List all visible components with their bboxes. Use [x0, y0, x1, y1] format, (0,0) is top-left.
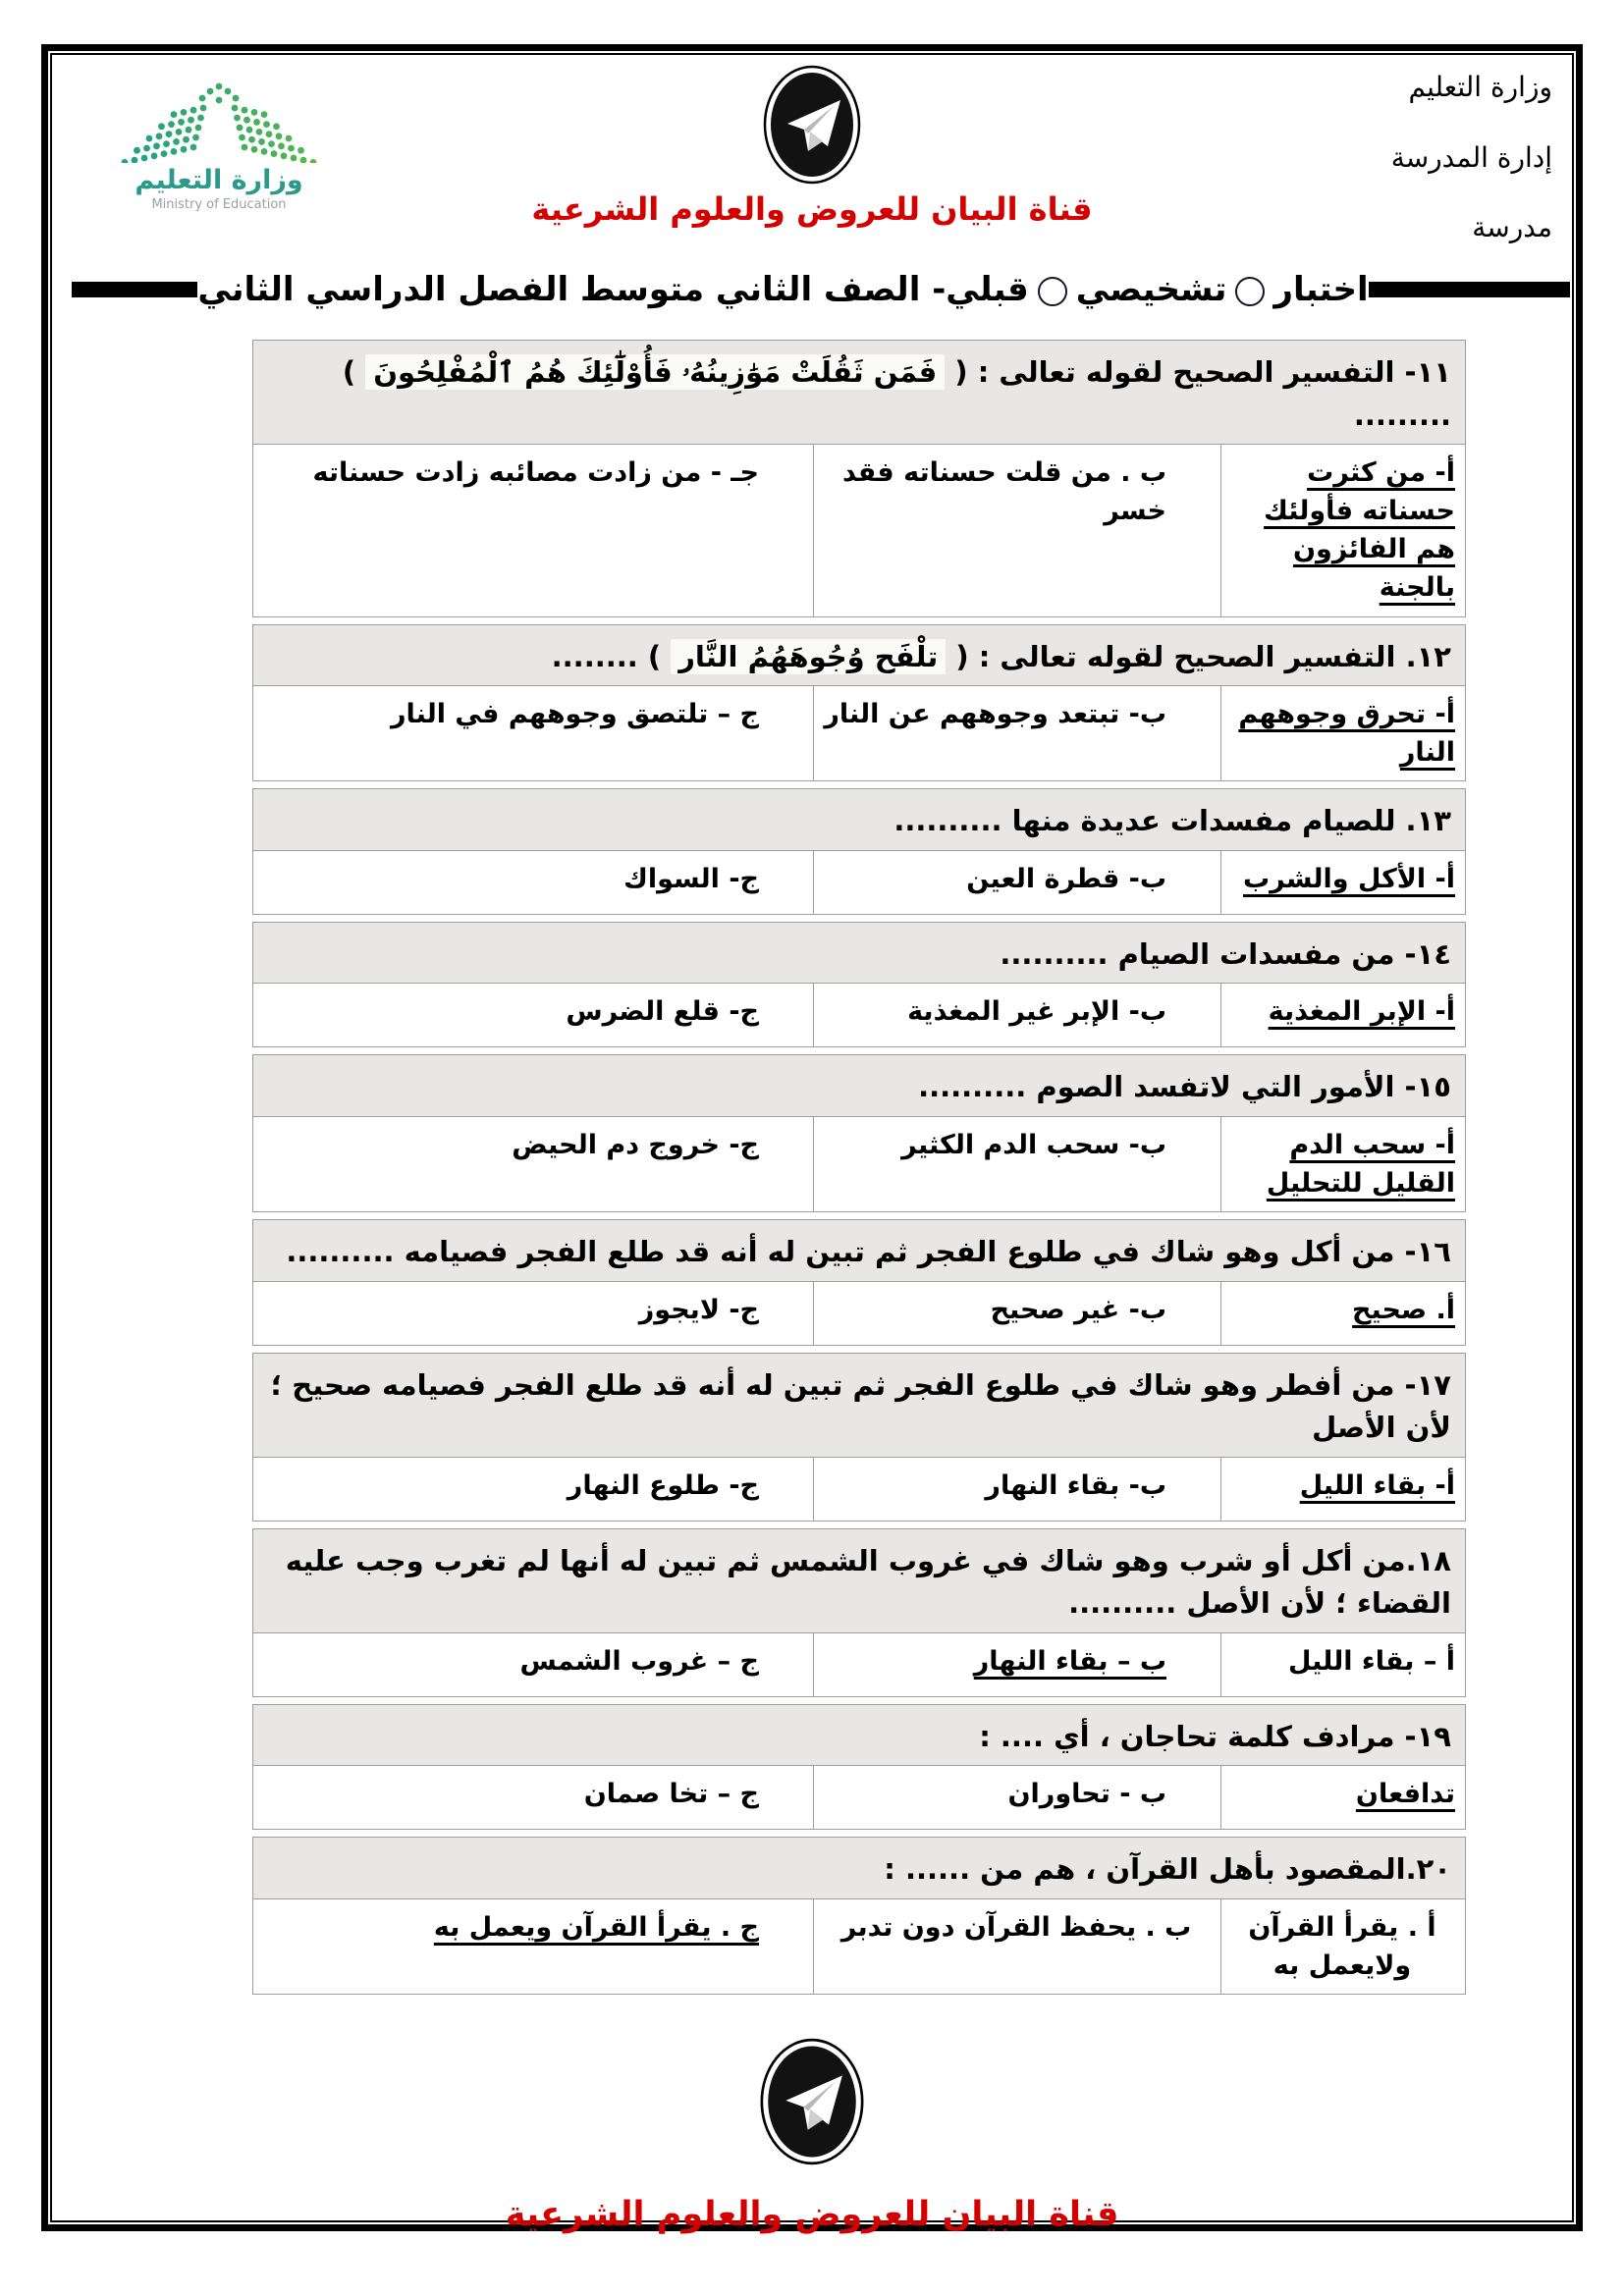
- question-text-row: [252, 624, 1466, 686]
- option-label: ب- سحب الدم الكثير: [901, 1129, 1166, 1160]
- question-text-after: ) .........: [342, 355, 1451, 432]
- option-label: ب – بقاء النهار: [973, 1645, 1166, 1677]
- question-block: [252, 1219, 1466, 1346]
- question-block: [252, 788, 1466, 915]
- question-text: ١٧- من أفطر وهو شاك في طلوع الفجر ثم تبين له أنه قد طلع الفجر فصيامه صحيح ؛ لأن الأصل: [270, 1367, 1451, 1445]
- channel-title-bottom: قناة البيان للعروض والعلوم الشرعية: [505, 2194, 1119, 2234]
- option-label: ج- لايجوز: [638, 1294, 759, 1325]
- option-cell: [252, 1632, 813, 1697]
- telegram-icon: [763, 65, 861, 185]
- moe-logo: [91, 79, 347, 212]
- option-cell: [813, 1898, 1220, 1995]
- option-cell: [252, 685, 813, 781]
- option-cell: [813, 1281, 1220, 1346]
- option-label: أ. صحيح: [1352, 1294, 1455, 1325]
- option-cell: [1220, 1898, 1466, 1995]
- option-cell: [1220, 685, 1466, 781]
- quran-verse: فَمَن ثَقُلَتْ مَوَٰزِينُهُۥ فَأُوْلَٰٓئِكَ هُمُ ٱلْمُفْلِحُونَ: [365, 354, 945, 390]
- option-cell: [252, 983, 813, 1047]
- option-label: ب - تحاوران: [1007, 1779, 1166, 1810]
- option-cell: [1220, 983, 1466, 1047]
- option-label: ب . يحفظ القرآن دون تدبر: [840, 1911, 1192, 1943]
- option-label: ج – تلتصق وجوههم في النار: [390, 699, 759, 730]
- option-label: ب- قطرة العين: [966, 863, 1166, 894]
- question-text: ١١- التفسير الصحيح لقوله تعالى : (: [945, 355, 1451, 389]
- question-block: [252, 922, 1466, 1048]
- option-label: أ – بقاء الليل: [1287, 1645, 1455, 1677]
- options-row: [252, 1898, 1466, 1995]
- question-block: [252, 1704, 1466, 1831]
- option-cell: [1220, 1765, 1466, 1830]
- option-cell: [813, 1116, 1220, 1212]
- question-text: ١٥- الأمور التي لاتفسد الصوم ..........: [918, 1070, 1451, 1104]
- question-text-row: [252, 1219, 1466, 1281]
- question-text: ٢٠.المقصود بأهل القرآن ، هم من ...... :: [884, 1852, 1451, 1887]
- questions-table: [252, 340, 1466, 1995]
- option-label: ب- غير صحيح: [990, 1294, 1166, 1325]
- option-label: أ- سحب الدم القليل للتحليل: [1266, 1129, 1455, 1199]
- question-block: [252, 1837, 1466, 1995]
- page-frame: [41, 44, 1583, 2234]
- option-label: ج – غروب الشمس: [519, 1645, 759, 1677]
- options-row: [252, 1765, 1466, 1830]
- telegram-icon: [759, 2038, 865, 2165]
- option-label: ب- الإبر غير المغذية: [907, 996, 1166, 1028]
- question-text-row: [252, 1704, 1466, 1766]
- question-text: ١٢. التفسير الصحيح لقوله تعالى : (: [946, 639, 1451, 673]
- options-row: [252, 850, 1466, 915]
- question-block: [252, 1528, 1466, 1697]
- options-row: [252, 1632, 1466, 1697]
- option-label: ج – تخا صمان: [583, 1779, 759, 1810]
- question-text-row: [252, 922, 1466, 984]
- option-cell: [252, 1898, 813, 1995]
- option-cell: [813, 1632, 1220, 1697]
- options-row: [252, 1281, 1466, 1346]
- option-cell: [813, 444, 1220, 617]
- option-cell: [813, 1457, 1220, 1522]
- option-label: ب- تبتعد وجوههم عن النار: [824, 699, 1166, 730]
- question-text-row: [252, 1353, 1466, 1457]
- options-row: [252, 444, 1466, 617]
- question-text-row: [252, 340, 1466, 444]
- option-cell: [1220, 1457, 1466, 1522]
- option-cell: [1220, 1632, 1466, 1697]
- header-rule-right: [1369, 282, 1570, 297]
- option-cell: [252, 444, 813, 617]
- header-rule-left: [72, 282, 197, 297]
- option-cell: [252, 850, 813, 915]
- option-label: ب- بقاء النهار: [985, 1469, 1166, 1501]
- option-cell: [813, 850, 1220, 915]
- ministry-header-block: [1391, 71, 1552, 282]
- moe-logo-dots-icon: [101, 79, 337, 163]
- checkbox-circle-icon: [1235, 277, 1265, 306]
- option-cell: [252, 1116, 813, 1212]
- question-text: ١٩- مرادف كلمة تحاجان ، أي .... :: [979, 1719, 1451, 1753]
- question-text: ١٣. للصيام مفسدات عديدة منها ..........: [893, 804, 1451, 838]
- option-cell: [252, 1457, 813, 1522]
- option-cell: [1220, 1116, 1466, 1212]
- exam-type-text: [197, 270, 1369, 310]
- option-cell: [252, 1765, 813, 1830]
- question-block: [252, 1353, 1466, 1522]
- option-label: ج- طلوع النهار: [567, 1469, 759, 1501]
- options-row: [252, 685, 1466, 781]
- option-cell: [813, 1765, 1220, 1830]
- question-block: [252, 340, 1466, 617]
- exam-type-part-3: قبلي- الصف الثاني متوسط الفصل الدراسي الثاني: [197, 269, 1029, 309]
- moe-logo-wordmark: وزارة التعليم: [135, 165, 303, 195]
- exam-type-line: [54, 255, 1570, 324]
- ministry-line-3: مدرسة: [1472, 211, 1552, 244]
- option-label: أ- الإبر المغذية: [1268, 996, 1455, 1028]
- option-label: جـ - من زادت مصائبه زادت حسناته: [312, 457, 759, 488]
- quran-verse: تلْفَح وُجُوهَهُمُ النَّار: [671, 639, 946, 674]
- channel-title-top: قناة البيان للعروض والعلوم الشرعية: [531, 190, 1093, 228]
- option-cell: [813, 983, 1220, 1047]
- options-row: [252, 1116, 1466, 1212]
- footer-block: [54, 2038, 1570, 2234]
- option-label: ج- خروج دم الحيض: [512, 1129, 759, 1160]
- option-label: أ- تحرق وجوههم النار: [1238, 699, 1455, 769]
- question-text: ١٨.من أكل أو شرب وهو شاك في غروب الشمس ثم تبين له أنها لم تغرب وجب عليه القضاء ؛ لأن الأصل ..........: [285, 1543, 1451, 1621]
- exam-type-part-1: اختبار: [1273, 269, 1369, 309]
- option-label: ج- قلع الضرس: [566, 996, 759, 1028]
- checkbox-circle-icon: [1038, 277, 1067, 306]
- option-label: أ- بقاء الليل: [1299, 1469, 1455, 1501]
- option-label: ج . يقرأ القرآن ويعمل به: [433, 1911, 759, 1943]
- option-cell: [252, 1281, 813, 1346]
- option-cell: [1220, 1281, 1466, 1346]
- question-text-row: [252, 1528, 1466, 1632]
- options-row: [252, 983, 1466, 1047]
- question-text-row: [252, 788, 1466, 850]
- moe-logo-subtitle: Ministry of Education: [151, 197, 287, 212]
- ministry-line-2: إدارة المدرسة: [1390, 140, 1552, 174]
- option-label: ج- السواك: [623, 863, 759, 894]
- question-text: ١٤- من مفسدات الصيام ..........: [1000, 936, 1451, 971]
- option-label: أ . يقرأ القرآن ولايعمل به: [1248, 1911, 1436, 1981]
- option-label: تدافعان: [1355, 1779, 1455, 1810]
- question-text-row: [252, 1837, 1466, 1898]
- option-cell: [1220, 444, 1466, 617]
- question-block: [252, 1054, 1466, 1212]
- options-row: [252, 1457, 1466, 1522]
- option-label: ب . من قلت حسناته فقد خسر: [842, 457, 1166, 527]
- option-label: أ- الأكل والشرب: [1243, 863, 1455, 894]
- question-text-after: ) ........: [551, 639, 672, 673]
- option-cell: [1220, 850, 1466, 915]
- option-cell: [813, 685, 1220, 781]
- option-label: أ- من كثرت حسناته فأولئك هم الفائزون بالجنة: [1264, 457, 1455, 604]
- exam-type-part-2: تشخيصي: [1075, 269, 1227, 309]
- question-text: ١٦- من أكل وهو شاك في طلوع الفجر ثم تبين له أنه قد طلع الفجر فصيامه ..........: [286, 1235, 1451, 1269]
- ministry-line-1: وزارة التعليم: [1408, 71, 1552, 103]
- question-block: [252, 624, 1466, 782]
- question-text-row: [252, 1054, 1466, 1116]
